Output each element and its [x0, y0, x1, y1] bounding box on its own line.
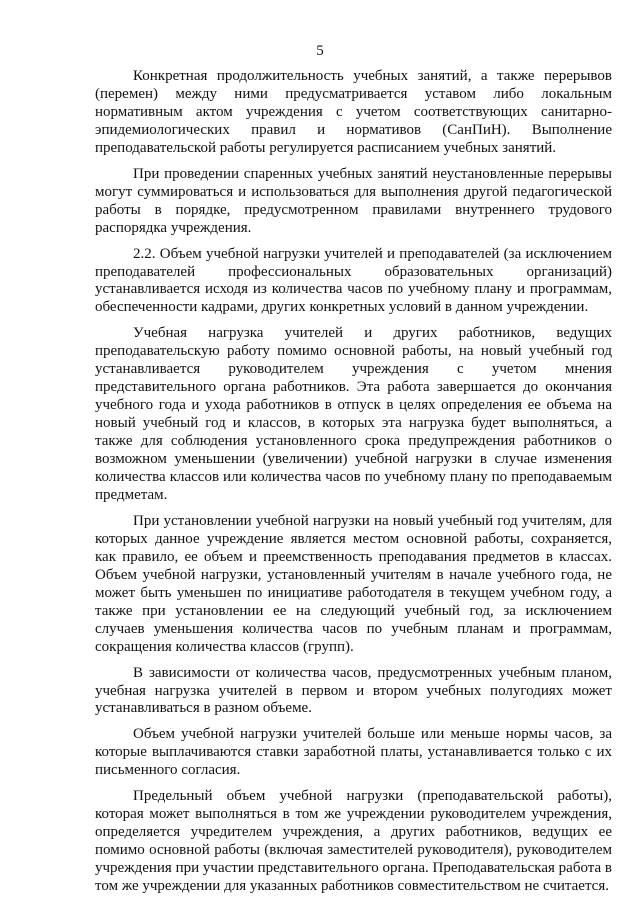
paragraph-written-consent: Объем учебной нагрузки учителей больше или меньше нормы часов, за которые выплачиваются ставки заработной платы, устанавливается только с их письменного согласия. — [95, 726, 612, 779]
paragraph-max-load: Предельный объем учебной нагрузки (преподавательской работы), которая может выполняться в том же учреждении руководителем учреждения, определяется учредителем учреждения, а других работников, ведущих ее помимо основной работы (включая заместителей руководителя), руководителем учреждения при участии представительного органа. Преподавательская работа в том же учреждении для указанных работников совместительством не считается. — [95, 788, 612, 895]
paragraph-section-2-2: 2.2. Объем учебной нагрузки учителей и преподавателей (за исключением преподавателей профессиональных образовательных организаций) устанавливается исходя из количества часов по учебному плану и программам, обеспеченности кадрами, других конкретных условий в данном учреждении. — [95, 245, 612, 316]
paragraph-load-new-year: Учебная нагрузка учителей и других работников, ведущих преподавательскую работу помимо основной работы, на новый учебный год устанавливается руководителем учреждения с учетом мнения представительного органа работников. Эта работа завершается до окончания учебного года и ухода работников в отпуск в целях определения ее объема на новый учебный год и классов, в которых эта нагрузка будет выполняться, а также для соблюдения установленного срока предупреждения работников о возможном уменьшении (увеличении) учебной нагрузки в случае изменения количества классов или количества часов по учебному плану по преподаваемым предметам. — [95, 325, 612, 503]
page-number: 5 — [316, 43, 324, 59]
document-body — [95, 68, 612, 904]
paragraph-semester-load: В зависимости от количества часов, предусмотренных учебным планом, учебная нагрузка учителей в первом и втором учебных полугодиях может устанавливаться в разном объеме. — [95, 664, 612, 717]
paragraph-paired-lessons: При проведении спаренных учебных занятий неустановленные перерывы могут суммироваться и использоваться для выполнения другой педагогической работы в порядке, предусмотренном правилами внутреннего трудового распорядка учреждения. — [95, 165, 612, 236]
paragraph-load-continuity: При установлении учебной нагрузки на новый учебный год учителям, для которых данное учреждение является местом основной работы, сохраняется, как правило, ее объем и преемственность преподавания предметов в классах. Объем учебной нагрузки, установленный учителям в начале учебного года, не может быть уменьшен по инициативе работодателя в текущем учебном году, а также при установлении ее на следующий учебный год, за исключением случаев уменьшения количества часов по учебным планам и программам, сокращения количества классов (групп). — [95, 512, 612, 655]
paragraph-lesson-duration: Конкретная продолжительность учебных занятий, а также перерывов (перемен) между ними предусматривается уставом либо локальным нормативным актом учреждения с учетом соответствующих санитарно-эпидемиологических правил и нормативов (СанПиН). Выполнение преподавательской работы регулируется расписанием учебных занятий. — [95, 68, 612, 156]
